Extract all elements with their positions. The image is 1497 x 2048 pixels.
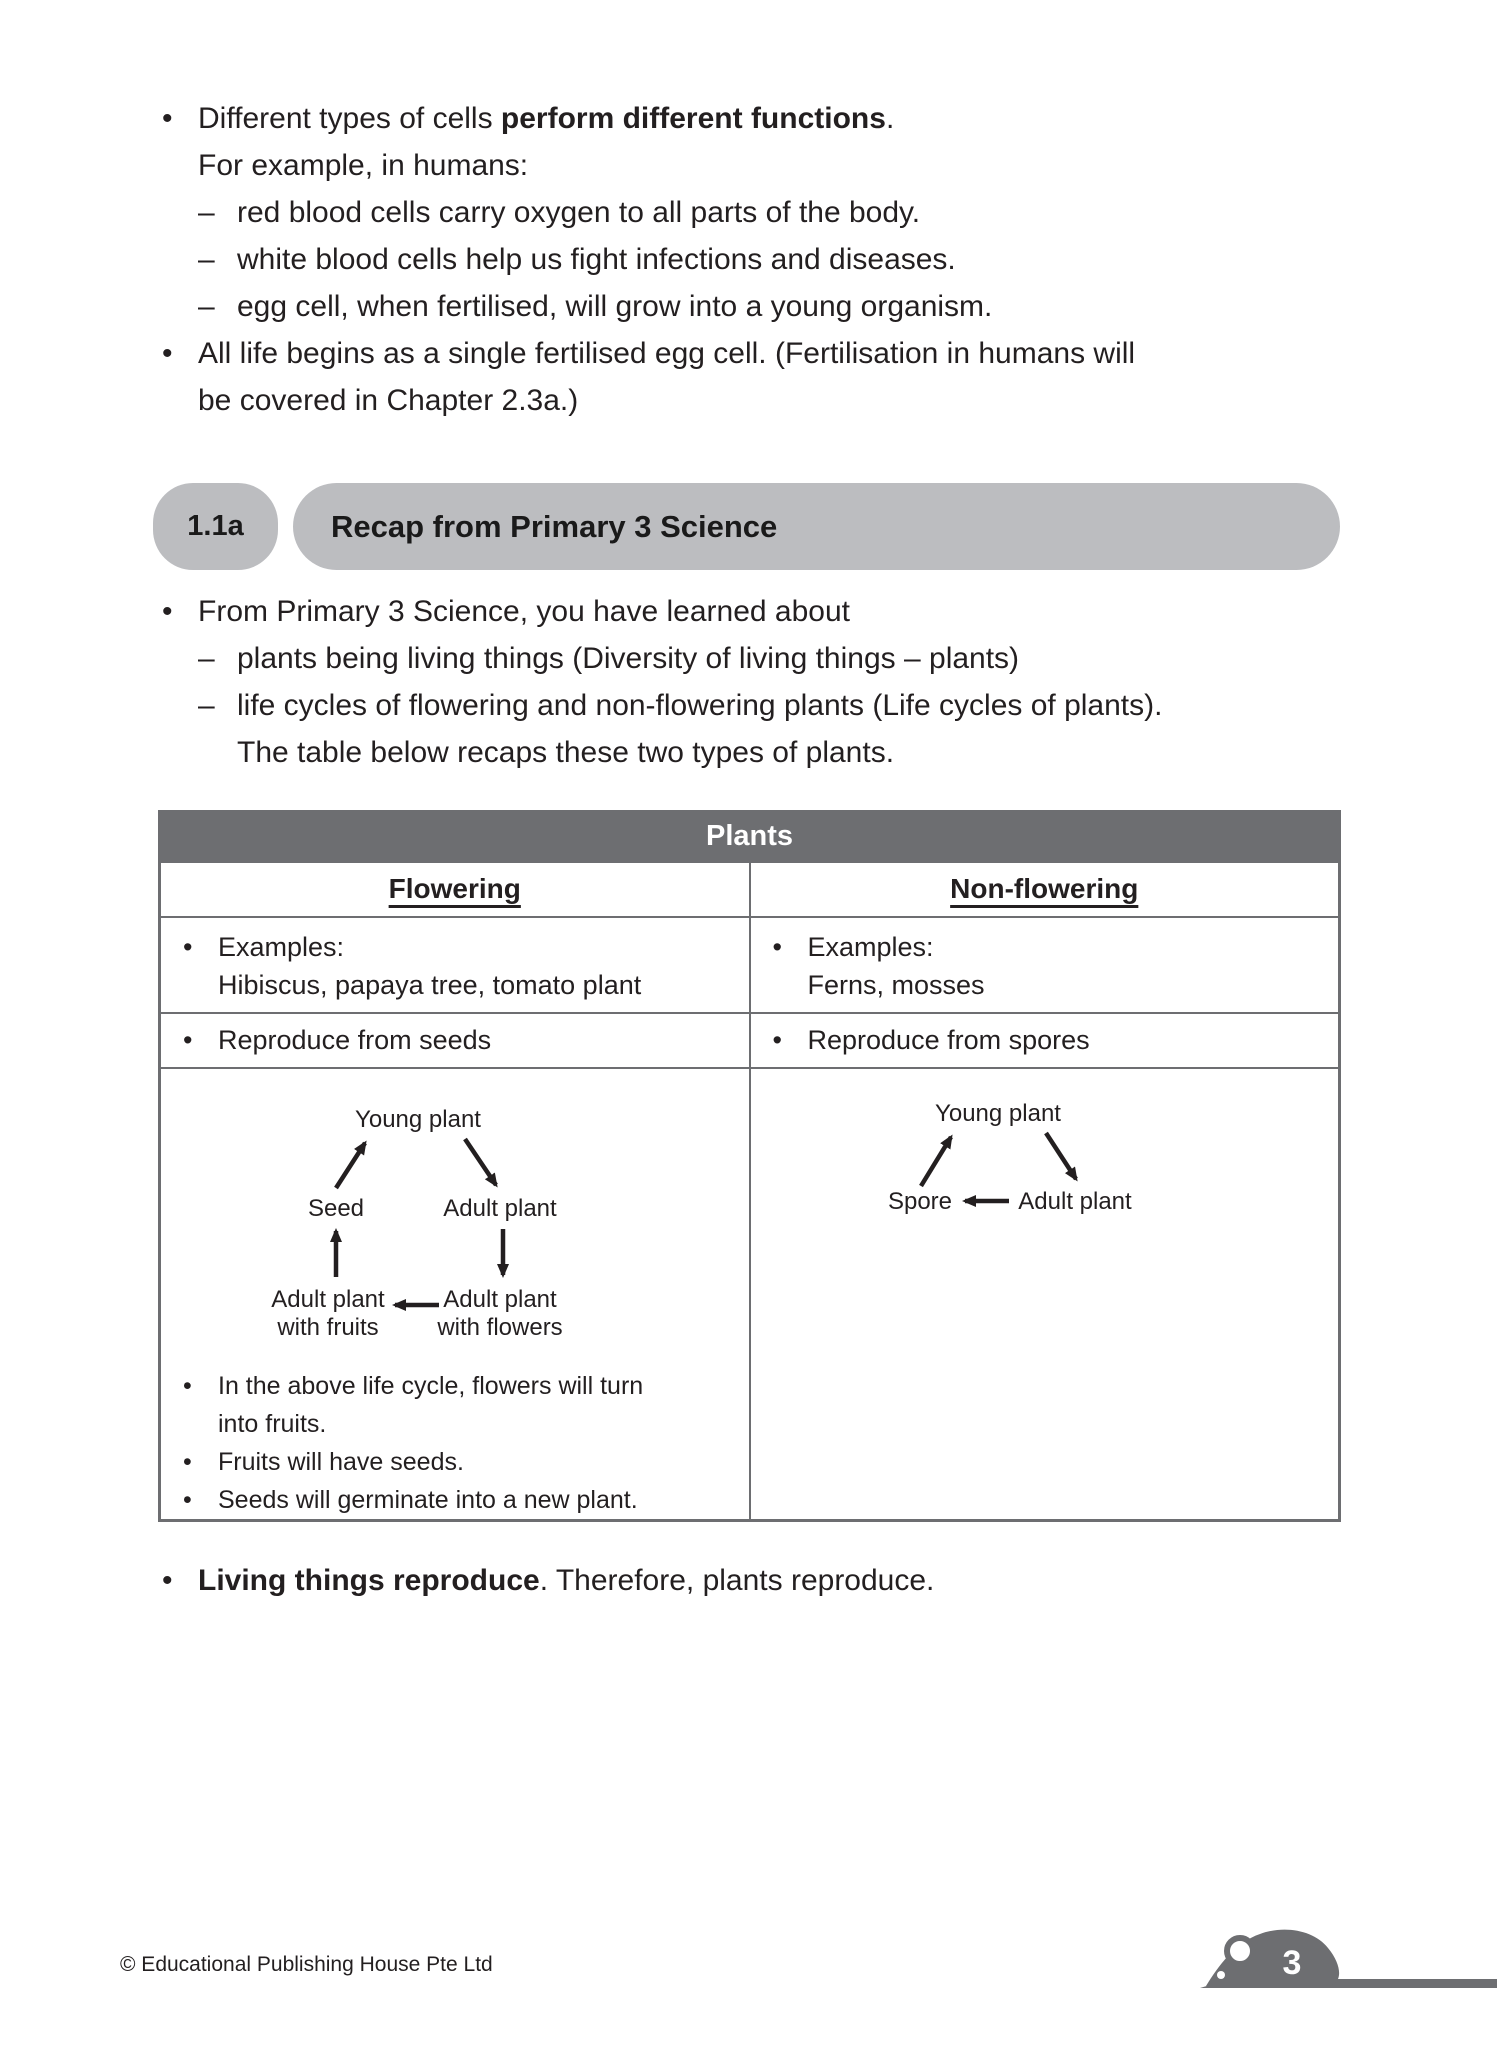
nonflowering-life-cycle-diagram xyxy=(751,1075,1337,1255)
examples-label: Examples: xyxy=(807,931,934,962)
copyright-notice: © Educational Publishing House Pte Ltd xyxy=(120,1953,493,1976)
bullet1-line2: For example, in humans: xyxy=(198,149,529,182)
sub-item-text: plants being living things (Diversity of living things – plants) xyxy=(237,642,1020,675)
list-item xyxy=(162,95,1382,330)
dash-marker: – xyxy=(198,290,215,323)
nonflowering-examples-cell xyxy=(750,917,1340,1013)
note-text-line1: In the above life cycle, flowers will turn xyxy=(218,1371,644,1400)
table-title-row xyxy=(160,812,1340,862)
list-item xyxy=(162,588,1382,776)
list-item xyxy=(198,283,1382,330)
bullet-marker: • xyxy=(162,1564,173,1597)
flowering-examples-cell xyxy=(160,917,750,1013)
bullet-marker: • xyxy=(162,102,173,135)
flowering-cycle-cell xyxy=(160,1068,750,1521)
note-text-line2: into fruits. xyxy=(218,1409,327,1438)
examples-row xyxy=(160,917,1340,1013)
nonflowering-cycle-cell xyxy=(750,1068,1340,1521)
list-item xyxy=(183,1443,749,1481)
cycle-label-spore: Spore xyxy=(887,1187,952,1215)
sub-item-text-line1: life cycles of flowering and non-flowering plants (Life cycles of plants). xyxy=(237,689,1163,722)
note-text: Fruits will have seeds. xyxy=(218,1447,464,1476)
cycle-label-adult-plant: Adult plant xyxy=(443,1194,557,1222)
bullet1-pre: Different types of cells xyxy=(198,102,501,135)
page-number: 3 xyxy=(1282,1944,1302,1982)
mouse-ear-icon xyxy=(1227,1938,1253,1964)
bullet-marker: • xyxy=(183,1485,192,1514)
flowering-notes-list xyxy=(161,1367,749,1519)
table-header-row xyxy=(160,862,1340,917)
arrow-spore-to-young xyxy=(921,1137,951,1186)
mouse-eye-icon xyxy=(1217,1971,1225,1979)
closing-bullet xyxy=(162,1557,1382,1604)
table-title: Plants xyxy=(160,812,1340,862)
page-number-mouse-badge xyxy=(1200,1922,1497,1992)
note-text: Seeds will germinate into a new plant. xyxy=(218,1485,638,1514)
closing-bold: Living things reproduce xyxy=(198,1564,540,1597)
bullet1-sublist xyxy=(198,189,1382,330)
bullet-marker: • xyxy=(183,1371,192,1400)
bullet-marker: • xyxy=(772,931,782,962)
recap-bullet-list xyxy=(162,588,1382,776)
bullet2-line2: be covered in Chapter 2.3a.) xyxy=(198,384,579,417)
examples-label: Examples: xyxy=(218,931,345,962)
cycle-label-adult-flowers: Adult plant xyxy=(443,1285,557,1313)
sub-item-text: red blood cells carry oxygen to all parts of the body. xyxy=(237,196,921,229)
cycle-label-adult-fruits2: with fruits xyxy=(277,1313,379,1341)
list-item xyxy=(198,635,1382,682)
bullet2-line1: All life begins as a single fertilised egg cell. (Fertilisation in humans will xyxy=(198,337,1136,370)
dash-marker: – xyxy=(198,689,215,722)
flowering-life-cycle-diagram xyxy=(161,1075,749,1345)
bullet-marker: • xyxy=(183,1024,193,1055)
examples-value: Hibiscus, papaya tree, tomato plant xyxy=(218,969,642,1000)
section-title-bar: Recap from Primary 3 Science xyxy=(293,483,1340,570)
sub-item-text-line2: The table below recaps these two types of plants. xyxy=(237,736,895,769)
cycle-label-adult-fruits: Adult plant xyxy=(271,1285,385,1313)
list-item xyxy=(183,1367,749,1443)
life-cycle-row xyxy=(160,1068,1340,1521)
arrow-seed-to-young xyxy=(336,1143,365,1188)
bullet1-line1 xyxy=(198,95,1382,142)
plants-table xyxy=(158,810,1341,1522)
reproduce-row xyxy=(160,1013,1340,1068)
cycle-label-young-plant: Young plant xyxy=(934,1099,1061,1127)
arrow-young-to-adult xyxy=(465,1139,496,1185)
dash-marker: – xyxy=(198,642,215,675)
bullet1-bold: perform different functions xyxy=(500,102,886,135)
nonflowering-reproduce-cell xyxy=(750,1013,1340,1068)
reproduce-text: Reproduce from spores xyxy=(807,1024,1090,1055)
cycle-label-young-plant: Young plant xyxy=(355,1105,481,1133)
dash-marker: – xyxy=(198,196,215,229)
bullet1-post: . xyxy=(885,102,895,135)
list-item xyxy=(162,1557,1382,1604)
cycle-label-adult-flowers2: with flowers xyxy=(437,1313,563,1341)
column-header-flowering: Flowering xyxy=(160,862,750,917)
arrow-young-to-adult xyxy=(1046,1133,1076,1179)
list-item xyxy=(183,1481,749,1519)
dash-marker: – xyxy=(198,243,215,276)
section-number-pill: 1.1a xyxy=(153,483,278,570)
bullet-marker: • xyxy=(183,1447,192,1476)
list-item xyxy=(198,189,1382,236)
bullet-marker: • xyxy=(162,595,173,628)
closing-text: . Therefore, plants reproduce. xyxy=(539,1564,935,1597)
cycle-label-adult-plant: Adult plant xyxy=(1017,1187,1132,1215)
flowering-reproduce-cell xyxy=(160,1013,750,1068)
examples-value: Ferns, mosses xyxy=(807,969,985,1000)
list-item xyxy=(162,330,1382,424)
reproduce-text: Reproduce from seeds xyxy=(218,1024,492,1055)
column-header-nonflowering: Non-flowering xyxy=(750,862,1340,917)
bullet-marker: • xyxy=(772,1024,782,1055)
sub-item-text: egg cell, when fertilised, will grow into a young organism. xyxy=(237,290,993,323)
list-item xyxy=(198,236,1382,283)
list-item xyxy=(198,682,1382,776)
bullet3-sublist xyxy=(198,635,1382,776)
bullet-marker: • xyxy=(162,337,173,370)
cells-bullet-list xyxy=(162,95,1382,424)
bullet-marker: • xyxy=(183,931,193,962)
cycle-label-seed: Seed xyxy=(307,1194,365,1222)
sub-item-text: white blood cells help us fight infections and diseases. xyxy=(237,243,956,276)
bullet3-line1: From Primary 3 Science, you have learned about xyxy=(198,595,850,628)
